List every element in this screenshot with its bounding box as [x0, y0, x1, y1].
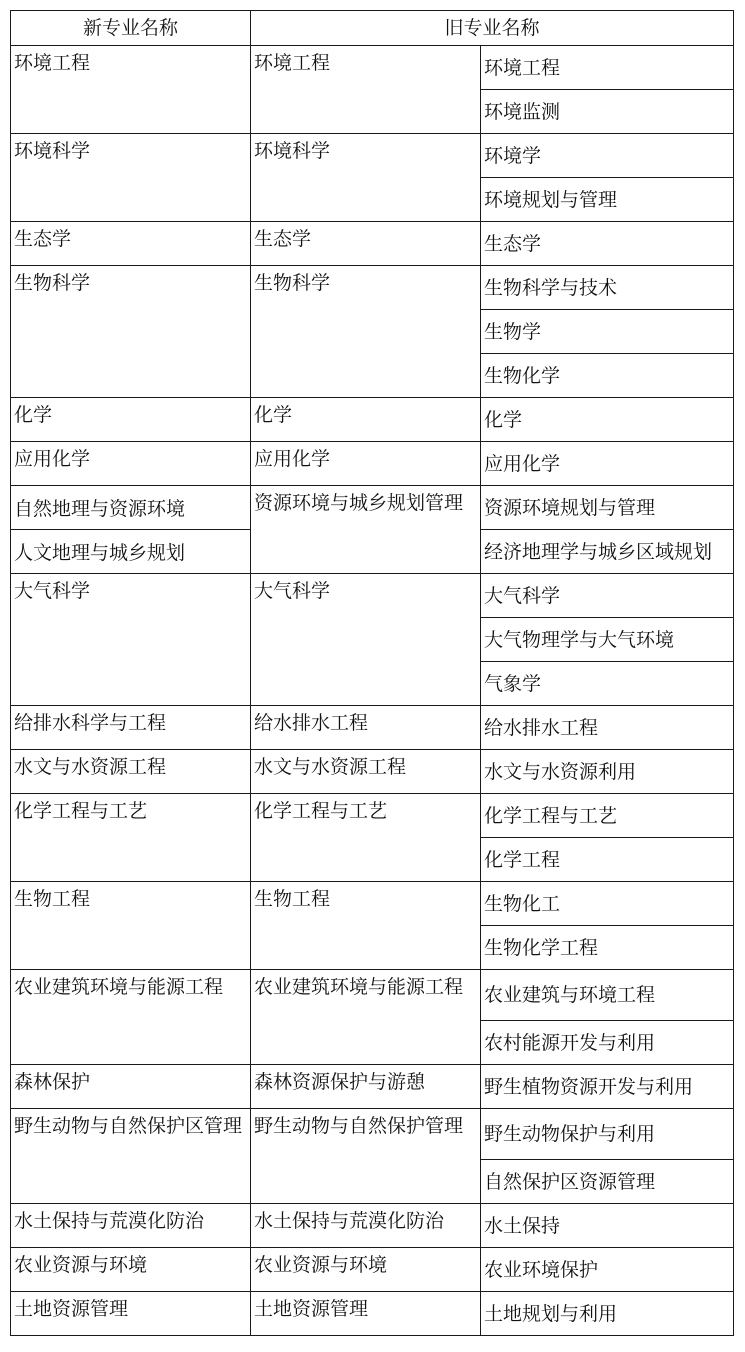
- former-major-cell: 自然保护区资源管理: [481, 1160, 734, 1204]
- former-major-cell: 环境规划与管理: [481, 178, 734, 222]
- new-major-cell: 水文与水资源工程: [11, 750, 251, 794]
- table-row: [11, 1204, 734, 1248]
- new-major-cell: 应用化学: [11, 442, 251, 486]
- old-major-cell: 土地资源管理: [251, 1292, 481, 1336]
- table-row: [11, 134, 734, 178]
- header-new-major: 新专业名称: [11, 11, 251, 46]
- major-mapping-table: [10, 10, 734, 1336]
- former-major-cell: 经济地理学与城乡区域规划: [481, 530, 734, 574]
- table-row: [11, 442, 734, 486]
- former-major-cell: 水文与水资源利用: [481, 750, 734, 794]
- former-major-cell: 农村能源开发与利用: [481, 1021, 734, 1065]
- former-major-cell: 农业环境保护: [481, 1248, 734, 1292]
- new-major-cell: 生物工程: [11, 882, 251, 970]
- new-major-cell: 生态学: [11, 222, 251, 266]
- former-major-cell: 野生植物资源开发与利用: [481, 1065, 734, 1109]
- former-major-cell: 化学: [481, 398, 734, 442]
- former-major-cell: 化学工程: [481, 838, 734, 882]
- table-row: [11, 1065, 734, 1109]
- new-major-cell: 生物科学: [11, 266, 251, 398]
- table-row: [11, 486, 734, 530]
- table-row: [11, 970, 734, 1021]
- table-row: [11, 1292, 734, 1336]
- new-major-cell: 给排水科学与工程: [11, 706, 251, 750]
- old-major-cell: 环境科学: [251, 134, 481, 222]
- former-major-cell: 化学工程与工艺: [481, 794, 734, 838]
- former-major-cell: 生物学: [481, 310, 734, 354]
- table-row: [11, 222, 734, 266]
- table-row: [11, 398, 734, 442]
- old-major-cell: 农业资源与环境: [251, 1248, 481, 1292]
- old-major-cell: 水土保持与荒漠化防治: [251, 1204, 481, 1248]
- table-row: [11, 574, 734, 618]
- former-major-cell: 生物化学工程: [481, 926, 734, 970]
- new-major-cell: 土地资源管理: [11, 1292, 251, 1336]
- header-row: [11, 11, 734, 46]
- old-major-cell: 大气科学: [251, 574, 481, 706]
- old-major-cell: 给水排水工程: [251, 706, 481, 750]
- table-row: [11, 706, 734, 750]
- table-row: [11, 46, 734, 90]
- old-major-cell: 应用化学: [251, 442, 481, 486]
- table-row: [11, 882, 734, 926]
- table-row: [11, 1109, 734, 1160]
- former-major-cell: 野生动物保护与利用: [481, 1109, 734, 1160]
- former-major-cell: 农业建筑与环境工程: [481, 970, 734, 1021]
- old-major-cell: 水文与水资源工程: [251, 750, 481, 794]
- new-major-cell: 森林保护: [11, 1065, 251, 1109]
- new-major-cell: 水土保持与荒漠化防治: [11, 1204, 251, 1248]
- former-major-cell: 生物科学与技术: [481, 266, 734, 310]
- table-row: [11, 794, 734, 838]
- new-major-cell: 农业资源与环境: [11, 1248, 251, 1292]
- former-major-cell: 应用化学: [481, 442, 734, 486]
- old-major-cell: 生物工程: [251, 882, 481, 970]
- former-major-cell: 水土保持: [481, 1204, 734, 1248]
- table-row: [11, 266, 734, 310]
- former-major-cell: 生物化学: [481, 354, 734, 398]
- table-row: [11, 750, 734, 794]
- table-row: [11, 1248, 734, 1292]
- former-major-cell: 大气科学: [481, 574, 734, 618]
- new-major-cell: 环境科学: [11, 134, 251, 222]
- old-major-cell: 野生动物与自然保护管理: [251, 1109, 481, 1204]
- former-major-cell: 生态学: [481, 222, 734, 266]
- old-major-cell: 农业建筑环境与能源工程: [251, 970, 481, 1065]
- old-major-cell: 化学工程与工艺: [251, 794, 481, 882]
- former-major-cell: 资源环境规划与管理: [481, 486, 734, 530]
- old-major-cell: 生物科学: [251, 266, 481, 398]
- old-major-cell: 化学: [251, 398, 481, 442]
- former-major-cell: 环境工程: [481, 46, 734, 90]
- former-major-cell: 大气物理学与大气环境: [481, 618, 734, 662]
- new-major-cell: 人文地理与城乡规划: [11, 530, 251, 574]
- old-major-cell: 生态学: [251, 222, 481, 266]
- former-major-cell: 环境监测: [481, 90, 734, 134]
- old-major-cell: 森林资源保护与游憩: [251, 1065, 481, 1109]
- old-major-cell: 环境工程: [251, 46, 481, 134]
- former-major-cell: 环境学: [481, 134, 734, 178]
- new-major-cell: 化学工程与工艺: [11, 794, 251, 882]
- new-major-cell: 大气科学: [11, 574, 251, 706]
- new-major-cell: 化学: [11, 398, 251, 442]
- former-major-cell: 气象学: [481, 662, 734, 706]
- former-major-cell: 土地规划与利用: [481, 1292, 734, 1336]
- new-major-cell: 环境工程: [11, 46, 251, 134]
- header-old-major: 旧专业名称: [251, 11, 734, 46]
- new-major-cell: 野生动物与自然保护区管理: [11, 1109, 251, 1204]
- new-major-cell: 自然地理与资源环境: [11, 486, 251, 530]
- former-major-cell: 生物化工: [481, 882, 734, 926]
- former-major-cell: 给水排水工程: [481, 706, 734, 750]
- new-major-cell: 农业建筑环境与能源工程: [11, 970, 251, 1065]
- old-major-cell: 资源环境与城乡规划管理: [251, 486, 481, 574]
